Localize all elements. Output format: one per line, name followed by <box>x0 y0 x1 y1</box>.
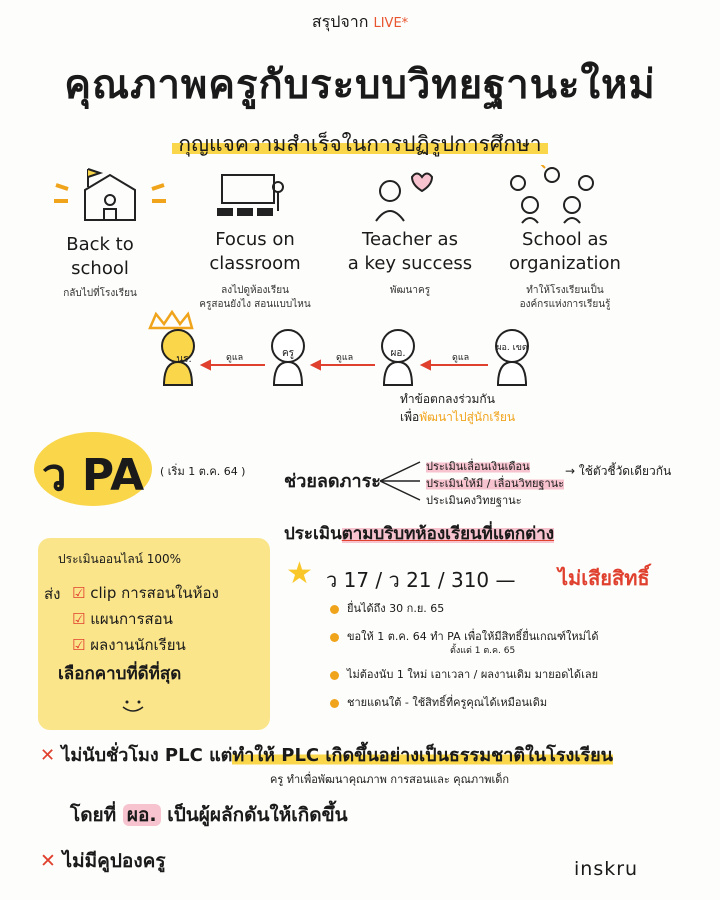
plc-line-2-suffix: เป็นผู้ผลักดันให้เกิดขึ้น <box>167 804 348 826</box>
pillar-3 <box>335 228 485 298</box>
pillar-3-title-l1: Teacher as <box>362 229 458 250</box>
page-title: คุณภาพครูกับระบบวิทยฐานะใหม่ <box>64 62 656 108</box>
x-icon: ✕ <box>40 745 56 766</box>
pillar-3-title-l2: a key success <box>347 253 473 274</box>
online-item-3: ☑ ผลงานนักเรียน <box>72 636 186 654</box>
checkbox-icon: ☑ <box>72 636 86 654</box>
pillar-icons <box>40 165 680 225</box>
context-highlight: ตามบริบทห้องเรียนที่แตกต่าง <box>341 524 555 544</box>
node-district: ผอ. เขต <box>496 343 528 353</box>
pillar-2 <box>180 228 330 312</box>
plc-line-2-highlight: ผอ. <box>123 804 161 826</box>
plc-line-1-prefix: ไม่นับชั่วโมง PLC แต่ <box>61 745 233 766</box>
arrow-right-icon: → <box>565 464 576 478</box>
pa-label: ว PA <box>41 450 145 501</box>
online-item-2: ☑ แผนการสอน <box>72 610 173 628</box>
plc-line-1-highlight: ทำให้ PLC เกิดขึ้นอย่างเป็นธรรมชาติในโรงเรียน <box>232 745 613 766</box>
arrow-label-1: ดูแล <box>226 353 244 363</box>
crown-icon <box>150 312 192 328</box>
pillar-2-desc-l1: ลงไปดูห้องเรียน <box>221 285 289 296</box>
checkbox-icon: ☑ <box>72 584 86 602</box>
chain-note-l2-prefix: เพื่อ <box>400 410 420 424</box>
plc-line-1-sub: ครู ทำเพื่อพัฒนาคุณภาพ การสอนและ คุณภาพเด็ก <box>270 773 510 786</box>
context-prefix: ประเมิน <box>284 524 342 544</box>
pillar-2-desc-l2: ครูสอนยังไง สอนแบบไหน <box>199 299 311 310</box>
plc-line-2-prefix: โดยที่ <box>70 804 117 826</box>
branch-1: ประเมินเลื่อนเงินเดือน <box>426 460 530 473</box>
pillar-2-title-l1: Focus on <box>215 229 295 250</box>
online-footer: เลือกคาบที่ดีที่สุด <box>58 664 182 684</box>
reduce-burden: ช่วยลดภาระ <box>284 471 381 492</box>
pillar-1 <box>30 233 170 301</box>
smile-icon <box>118 698 148 716</box>
chain-note-l2-highlight: พัฒนาไปสู่นักเรียน <box>419 410 516 424</box>
rights-bullet-2: ขอให้ 1 ต.ค. 64 ทำ PA เพื่อให้มีสิทธิ์ยื่นเกณฑ์ใหม่ได้ <box>347 630 599 643</box>
branch-list <box>426 458 564 509</box>
school-icon <box>54 169 166 220</box>
rights-bullet-1: ยื่นได้ถึง 30 ก.ย. 65 <box>347 602 445 615</box>
chain-note-l1: ทำข้อตกลงร่วมกัน <box>400 392 495 406</box>
pillar-2-title-l2: classroom <box>209 253 301 274</box>
pillar-1-desc-l1: กลับไปที่โรงเรียน <box>63 288 137 299</box>
chain-note <box>400 390 515 426</box>
pillar-4 <box>490 228 640 312</box>
pillar-1-title-l2: school <box>71 258 129 279</box>
rights-bullet-2-sub: ตั้งแต่ 1 ต.ค. 65 <box>450 646 516 656</box>
signature: inskru <box>574 858 639 880</box>
node-student: นร. <box>176 354 192 365</box>
rights-codes: ว 17 / ว 21 / 310 — <box>326 568 516 592</box>
pillar-1-title-l1: Back to <box>66 234 134 255</box>
plc-line-2 <box>70 800 348 830</box>
x-icon: ✕ <box>40 850 56 872</box>
pillar-4-title-l1: School as <box>522 229 608 250</box>
subtitle-row <box>0 128 720 161</box>
rights-bullet-3: ไม่ต้องนับ 1 ใหม่ เอาเวลา / ผลงานเดิม มายอดได้เลย <box>347 668 599 681</box>
online-items <box>72 580 219 658</box>
plc-line-1 <box>40 740 613 769</box>
branch-3: ประเมินคงวิทยฐานะ <box>426 494 522 507</box>
pa-start: ( เริ่ม 1 ต.ค. 64 ) <box>160 465 246 478</box>
context-row <box>284 520 554 547</box>
teacher-icon <box>376 174 432 222</box>
district-director-figure <box>496 330 528 385</box>
live-label: LIVE <box>373 16 402 31</box>
online-item-1: ☑ clip การสอนในห้อง <box>72 584 219 602</box>
branch-result-row <box>565 462 671 481</box>
page-subtitle: กุญแจความสำเร็จในการปฏิรูปการศึกษา <box>172 132 547 156</box>
branch-lines <box>376 456 426 506</box>
header-prefix: สรุปจาก <box>311 12 369 31</box>
pillar-4-title-l2: organization <box>509 253 621 274</box>
online-title: ประเมินออนไลน์ 100% <box>58 552 182 566</box>
rights-bullet-4: ชายแดนใต้ - ใช้สิทธิ์ที่ครูคุณได้เหมือนเดิม <box>347 696 548 709</box>
plc-line-3 <box>40 846 166 876</box>
node-teacher: ครู <box>281 348 295 359</box>
people-icon <box>511 165 593 223</box>
arrow-label-2: ดูแล <box>336 353 354 363</box>
node-director: ผอ. <box>390 348 406 359</box>
rights-bullets <box>330 602 690 710</box>
no-loss: ไม่เสียสิทธิ์ <box>558 566 650 590</box>
classroom-icon <box>218 175 283 215</box>
send-label: ส่ง <box>44 585 61 603</box>
arrow-label-3: ดูแล <box>452 353 470 363</box>
plc-line-3-text: ไม่มีคูปองครู <box>62 850 166 872</box>
checkbox-icon: ☑ <box>72 610 86 628</box>
pillar-4-desc-l2: องค์กรแห่งการเรียนรู้ <box>519 299 611 310</box>
branch-2: ประเมินให้มี / เลื่อนวิทยฐานะ <box>426 477 565 490</box>
star-icon: ★ <box>286 556 313 591</box>
header-prefix-row: สรุปจาก LIVE* <box>311 12 409 31</box>
pillar-4-desc-l1: ทำให้โรงเรียนเป็น <box>526 285 604 296</box>
branch-result: ใช้ตัวชี้วัดเดียวกัน <box>578 464 672 478</box>
pillar-3-desc-l1: พัฒนาครู <box>389 285 431 296</box>
